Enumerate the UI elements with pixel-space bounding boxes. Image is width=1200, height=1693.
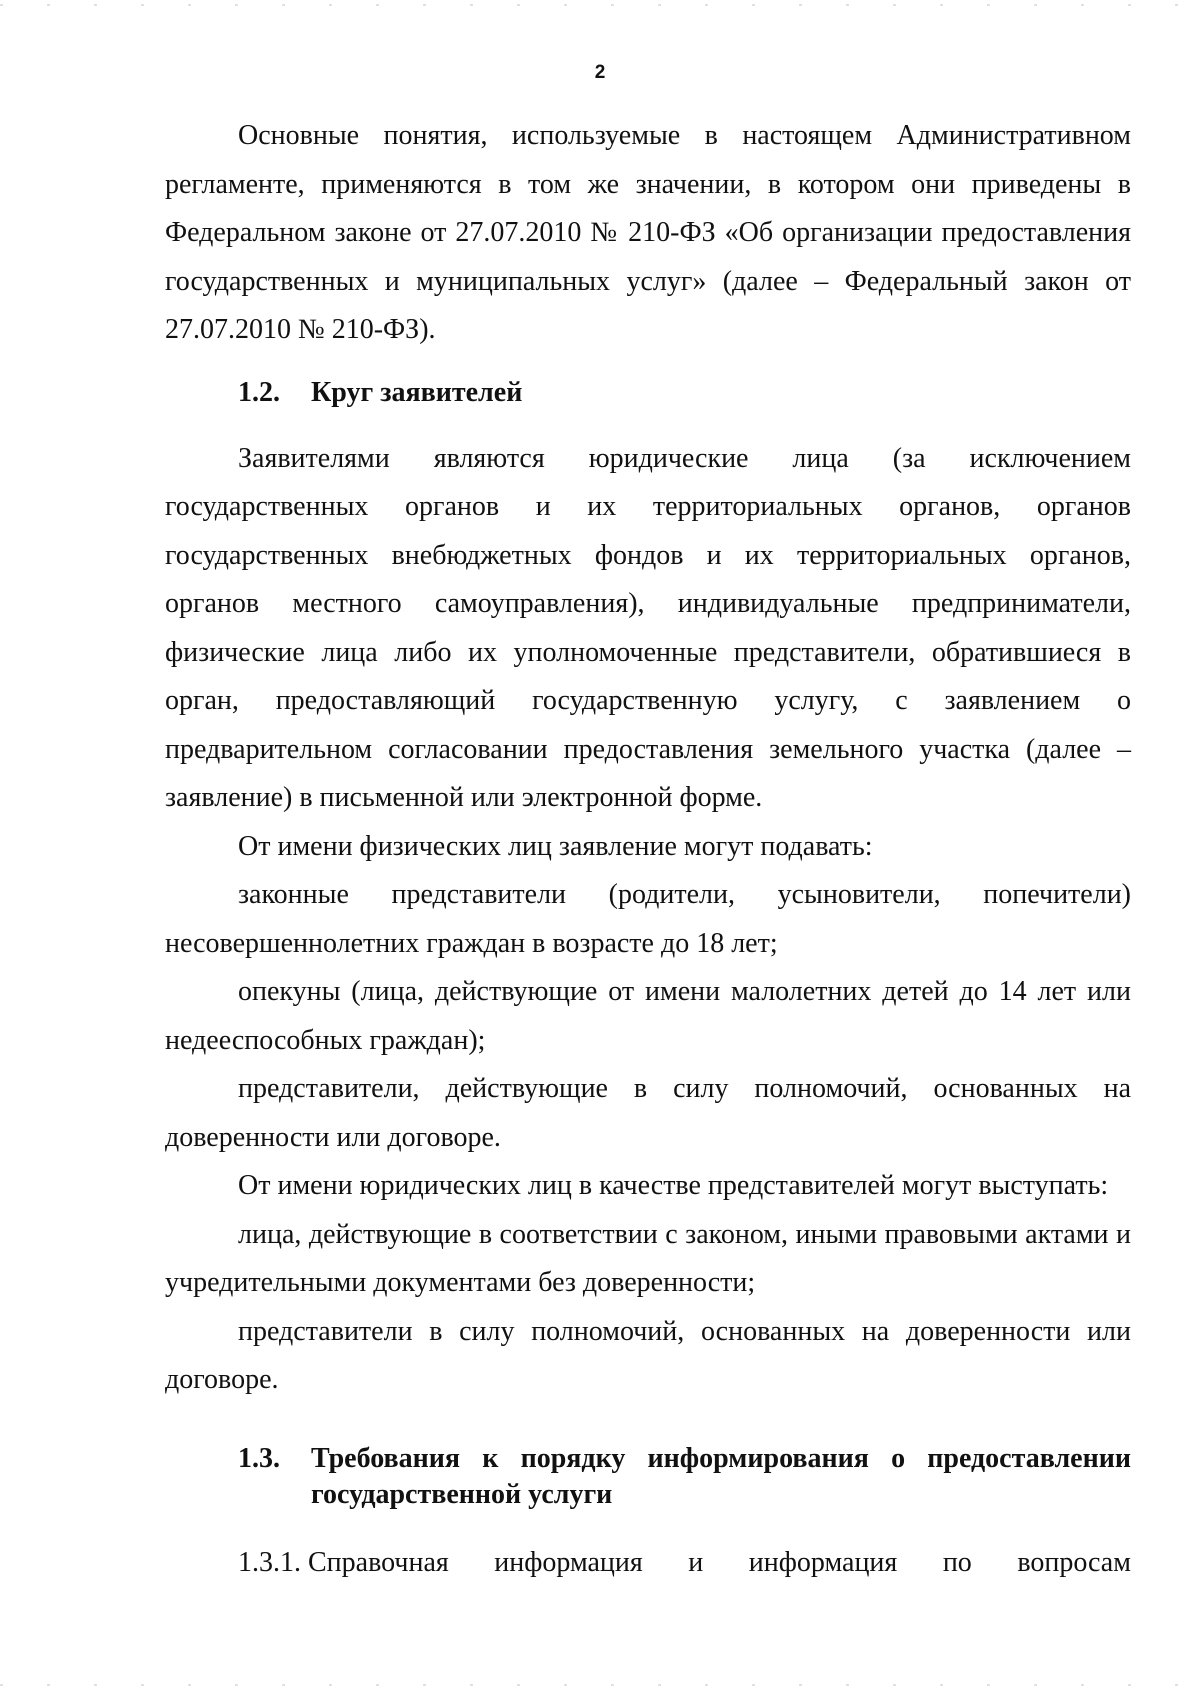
scan-artifact-bottom bbox=[0, 1684, 1200, 1686]
guardians-paragraph: опекуны (лица, действующие от имени малолетних детей до 14 лет или недееспособных граждан); bbox=[165, 976, 1131, 1056]
subsection-word: по bbox=[942, 1546, 972, 1578]
section-number: 1.3. bbox=[238, 1442, 280, 1474]
scan-artifact-top bbox=[0, 4, 1200, 6]
statutory-persons-paragraph: лица, действующие в соответствии с законом, иными правовыми актами и учредительными документами без доверенности; bbox=[165, 1218, 1131, 1298]
subsection-word: информация bbox=[494, 1546, 643, 1578]
subsection-word: и bbox=[688, 1546, 704, 1578]
section-heading-1-3 bbox=[165, 1441, 1131, 1513]
subsection-word: вопросам bbox=[1017, 1546, 1131, 1578]
section-title: Круг заявителей bbox=[311, 376, 523, 408]
subsection-1-3-1-line bbox=[165, 1539, 1131, 1588]
applicants-paragraph: Заявителями являются юридические лица (за исключением государственных органов и их территориальных органов, органов государственных внебюджетных фондов и их территориальных органов, органов местного самоуправления), индивидуальные предприниматели, физические лица либо их уполномоченные представители, обратившиеся в орган, предоставляющий государственную услугу, с заявлением о предварительном согласовании предоставления земельного участка (далее – заявление) в письменной или электронной форме. bbox=[165, 442, 1131, 813]
section-title: Требования к порядку информирования о предоставлении государственной услуги bbox=[311, 1442, 1131, 1510]
page-number: 2 bbox=[594, 62, 606, 83]
subsection-word: информация bbox=[748, 1546, 898, 1578]
section-number: 1.2. bbox=[238, 376, 280, 408]
document-body bbox=[165, 112, 1131, 1587]
subsection-word: 1.3.1. Справочная bbox=[238, 1546, 449, 1578]
legal-representatives-paragraph: законные представители (родители, усыновители, попечители) несовершеннолетних граждан в возрасте до 18 лет; bbox=[165, 879, 1131, 959]
authorized-representatives-paragraph: представители в силу полномочий, основанных на доверенности или договоре. bbox=[165, 1315, 1131, 1395]
legal-entities-intro-paragraph: От имени юридических лиц в качестве представителей могут выступать: bbox=[238, 1170, 1109, 1201]
intro-paragraph: Основные понятия, используемые в настоящем Административном регламенте, применяются в том же значении, в котором они приведены в Федеральном законе от 27.07.2010 № 210-ФЗ «Об организации предоставления государственных и муниципальных услуг» (далее – Федеральный закон от 27.07.2010 № 210-ФЗ). bbox=[165, 120, 1131, 345]
individuals-intro-paragraph: От имени физических лиц заявление могут подавать: bbox=[238, 830, 873, 862]
section-heading-1-2 bbox=[165, 375, 1131, 411]
proxy-representatives-paragraph: представители, действующие в силу полномочий, основанных на доверенности или договоре. bbox=[165, 1073, 1131, 1153]
